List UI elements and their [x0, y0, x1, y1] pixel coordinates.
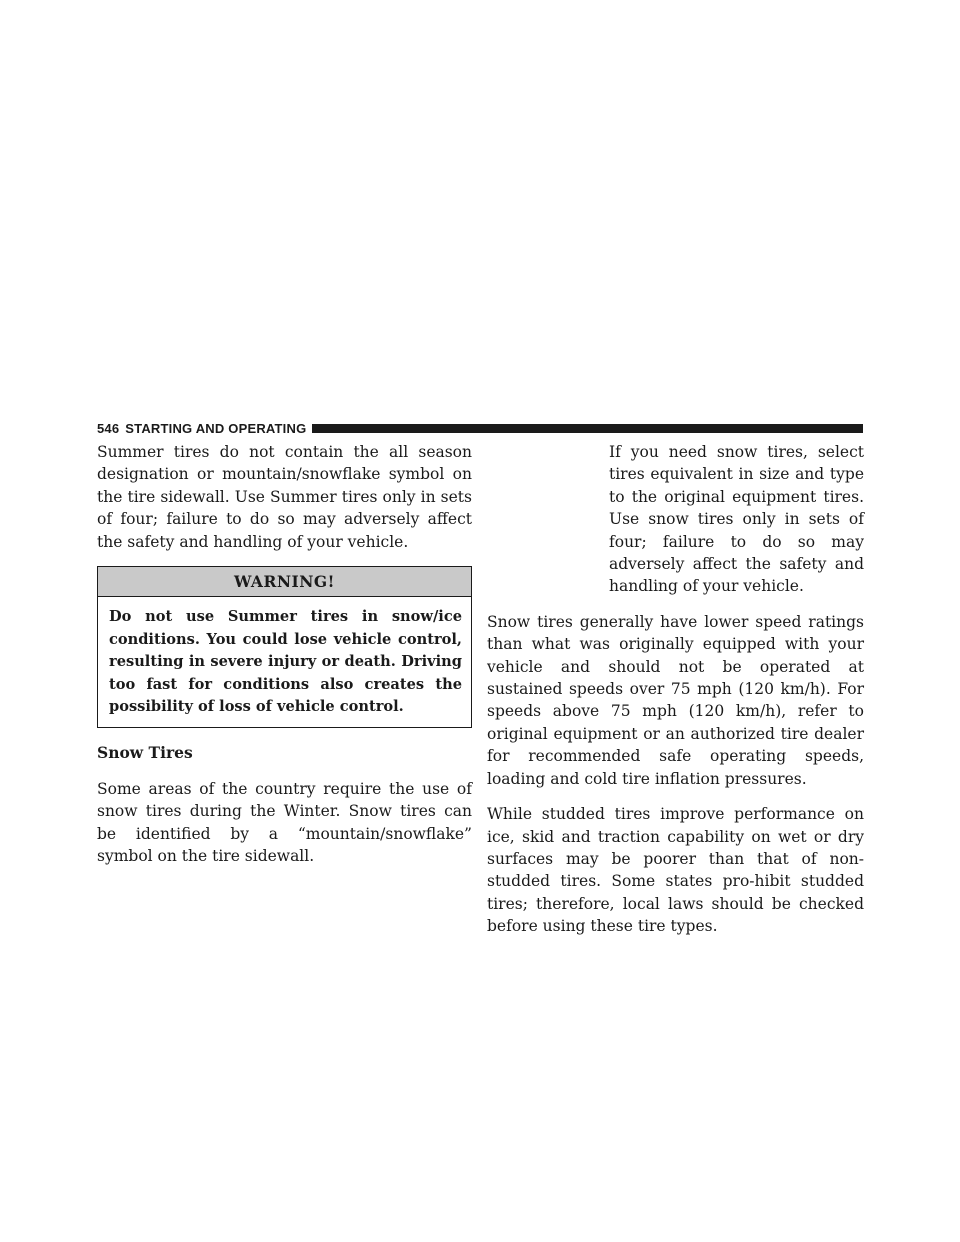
- summer-tires-paragraph: Summer tires do not contain the all season designation or mountain/snowflake symbol on the tire sidewall. Use Summer tires only in sets of four; failure to do so may adversely affect the safety and handling of your vehicle.: [97, 443, 472, 551]
- snow-tires-heading: Snow Tires: [97, 743, 193, 763]
- snow-tires-selection-paragraph: If you need snow tires, select tires equivalent in size and type to the original equipment tires. Use snow tires only in sets of four; failure to do so may adversely affect the safety and handling of your vehicle.: [609, 443, 864, 596]
- page-number: 546: [97, 420, 120, 436]
- snow-tires-paragraph: Some areas of the country require the use of snow tires during the Winter. Snow tires can be identified by a “mountain/snowflake” symbol on the tire sidewall.: [97, 779, 472, 866]
- warning-title: WARNING!: [98, 567, 471, 597]
- left-column: [97, 441, 472, 881]
- right-column: [487, 441, 864, 951]
- header-rule: [312, 424, 863, 433]
- warning-body: Do not use Summer tires in snow/ice conditions. You could lose vehicle control, resulting in severe injury or death. Driving too fast for conditions also creates the possibility of loss of vehicle control.: [109, 608, 462, 716]
- studded-tires-paragraph: While studded tires improve performance on ice, skid and traction capability on wet or dry surfaces may be poorer than that of non-studded tires. Some states pro-hibit studded tires; therefore, local laws should be checked before using these tire types.: [487, 805, 864, 936]
- section-title: STARTING AND OPERATING: [125, 420, 307, 436]
- snow-tires-speed-paragraph: Snow tires generally have lower speed ratings than what was originally equipped with your vehicle and should not be operated at sustained speeds over 75 mph (120 km/h). For speeds above 75 mph (120 km/h), refer to original equipment or an authorized tire dealer for recommended safe operating speeds, loading and cold tire inflation pressures.: [487, 612, 864, 788]
- page-header: [97, 419, 863, 437]
- warning-box: [97, 566, 472, 728]
